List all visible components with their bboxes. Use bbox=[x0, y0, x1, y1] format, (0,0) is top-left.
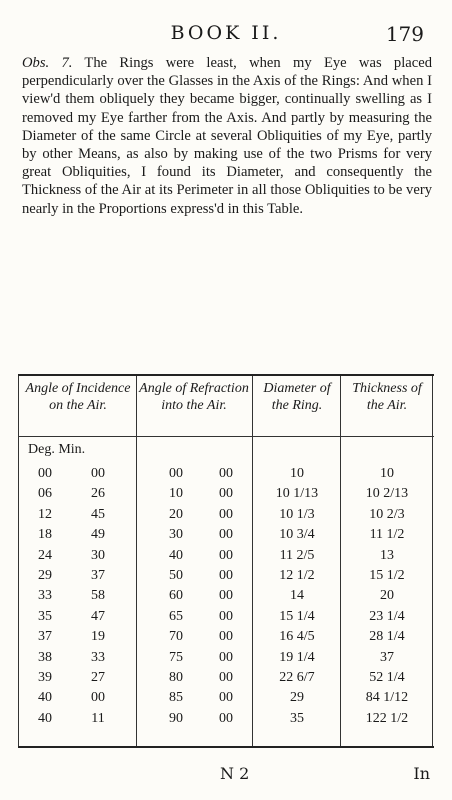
deg-min-subheader: Deg. Min. bbox=[28, 442, 86, 457]
cell-ref-deg: 70 bbox=[169, 629, 183, 645]
cell-inc-min: 49 bbox=[91, 527, 105, 543]
table-row bbox=[18, 588, 434, 608]
cell-ref-deg: 85 bbox=[169, 690, 183, 706]
cell-thickness: 10 bbox=[380, 466, 394, 481]
cell-inc-deg: 37 bbox=[38, 629, 52, 645]
table-row bbox=[18, 711, 434, 731]
header-rule bbox=[18, 436, 434, 437]
cell-ref-min: 00 bbox=[219, 506, 233, 522]
cell-diameter: 19 1/4 bbox=[279, 649, 315, 665]
cell-inc-deg: 39 bbox=[38, 669, 52, 685]
cell-inc-min: 45 bbox=[91, 506, 105, 522]
cell-thickness: 15 1/2 bbox=[369, 567, 405, 583]
cell-inc-min: 19 bbox=[91, 629, 105, 645]
page-number: 179 bbox=[385, 22, 424, 46]
cell-inc-min: 11 bbox=[91, 710, 105, 726]
table-body bbox=[18, 466, 434, 731]
cell-diameter: 10 1/13 bbox=[275, 486, 319, 502]
table-row bbox=[18, 690, 434, 710]
table-row bbox=[18, 507, 434, 527]
cell-thickness: 13 bbox=[380, 547, 394, 563]
cell-thickness: 84 1/12 bbox=[365, 690, 409, 706]
cell-inc-min: 37 bbox=[91, 567, 105, 583]
data-table bbox=[18, 374, 434, 748]
cell-ref-min: 00 bbox=[219, 608, 233, 624]
observation-paragraph bbox=[22, 54, 432, 218]
cell-ref-min: 00 bbox=[219, 588, 233, 604]
cell-ref-min: 00 bbox=[219, 669, 233, 685]
cell-inc-deg: 40 bbox=[38, 710, 52, 726]
cell-thickness: 11 1/2 bbox=[369, 527, 405, 543]
cell-thickness: 122 1/2 bbox=[365, 710, 409, 726]
header-refraction: Angle of Refraction into the Air. bbox=[139, 381, 249, 413]
cell-diameter: 22 6/7 bbox=[279, 669, 315, 685]
cell-inc-deg: 33 bbox=[38, 588, 52, 604]
cell-thickness: 28 1/4 bbox=[369, 629, 405, 645]
cell-ref-min: 00 bbox=[219, 527, 233, 543]
cell-ref-deg: 50 bbox=[169, 567, 183, 583]
cell-ref-deg: 10 bbox=[169, 486, 183, 502]
page-footer bbox=[0, 764, 452, 788]
cell-ref-deg: 30 bbox=[169, 527, 183, 543]
cell-ref-deg: 80 bbox=[169, 669, 183, 685]
cell-diameter: 15 1/4 bbox=[279, 608, 315, 624]
cell-inc-min: 27 bbox=[91, 669, 105, 685]
cell-inc-min: 30 bbox=[91, 547, 105, 563]
cell-ref-min: 00 bbox=[219, 690, 233, 706]
observation-text: The Rings were least, when my Eye was placed perpendicularly over the Glasses in the Axis of the Rings: And when I view'd them obliquely they became bigger, continually swelling as I removed my Eye farther from the Axis. And partly by measuring the Diameter of the same Circle at several Obliquities of my Eye, partly by other Means, as also by making use of the two Prisms for very great Obliquities, I found its Diameter, and consequently the Thickness of the Air at its Perimeter in all those Obliquities to be very nearly in the Proportions express'd in this Table. bbox=[22, 55, 432, 217]
cell-inc-deg: 00 bbox=[38, 466, 52, 481]
cell-diameter: 10 1/3 bbox=[279, 506, 315, 522]
cell-ref-deg: 40 bbox=[169, 547, 183, 563]
cell-inc-deg: 06 bbox=[38, 486, 52, 502]
table-row bbox=[18, 527, 434, 547]
observation-label: Obs. 7. bbox=[22, 55, 73, 71]
cell-inc-min: 26 bbox=[91, 486, 105, 502]
cell-inc-deg: 40 bbox=[38, 690, 52, 706]
header-thickness: Thickness of the Air. bbox=[352, 381, 422, 413]
cell-thickness: 10 2/13 bbox=[365, 486, 409, 502]
page-header bbox=[0, 22, 452, 48]
cell-inc-deg: 38 bbox=[38, 649, 52, 665]
cell-ref-deg: 00 bbox=[169, 466, 183, 481]
cell-ref-min: 00 bbox=[219, 649, 233, 665]
cell-thickness: 20 bbox=[380, 588, 394, 604]
cell-diameter: 29 bbox=[290, 690, 304, 706]
cell-diameter: 10 3/4 bbox=[279, 527, 315, 543]
cell-ref-min: 00 bbox=[219, 486, 233, 502]
cell-ref-min: 00 bbox=[219, 547, 233, 563]
table-row bbox=[18, 650, 434, 670]
table-row bbox=[18, 629, 434, 649]
running-head: BOOK II. bbox=[170, 22, 282, 44]
cell-thickness: 52 1/4 bbox=[369, 669, 405, 685]
cell-diameter: 35 bbox=[290, 710, 304, 726]
cell-inc-deg: 12 bbox=[38, 506, 52, 522]
catchword: In bbox=[413, 764, 430, 783]
cell-ref-deg: 75 bbox=[169, 649, 183, 665]
cell-ref-deg: 60 bbox=[169, 588, 183, 604]
cell-inc-deg: 29 bbox=[38, 567, 52, 583]
cell-ref-min: 00 bbox=[219, 567, 233, 583]
cell-inc-min: 47 bbox=[91, 608, 105, 624]
cell-ref-min: 00 bbox=[219, 629, 233, 645]
cell-diameter: 16 4/5 bbox=[279, 629, 315, 645]
table-row bbox=[18, 670, 434, 690]
cell-ref-min: 00 bbox=[219, 466, 233, 481]
cell-thickness: 10 2/3 bbox=[369, 506, 405, 522]
cell-inc-deg: 18 bbox=[38, 527, 52, 543]
cell-diameter: 10 bbox=[290, 466, 304, 481]
cell-diameter: 12 1/2 bbox=[279, 567, 315, 583]
cell-inc-min: 00 bbox=[91, 690, 105, 706]
cell-ref-deg: 20 bbox=[169, 506, 183, 522]
cell-inc-min: 00 bbox=[91, 466, 105, 481]
cell-inc-min: 58 bbox=[91, 588, 105, 604]
signature-mark: N 2 bbox=[220, 764, 250, 783]
cell-inc-min: 33 bbox=[91, 649, 105, 665]
header-diameter: Diameter of the Ring. bbox=[263, 381, 331, 413]
table-row bbox=[18, 486, 434, 506]
table-row bbox=[18, 609, 434, 629]
cell-diameter: 14 bbox=[290, 588, 304, 604]
cell-thickness: 37 bbox=[380, 649, 394, 665]
cell-thickness: 23 1/4 bbox=[369, 608, 405, 624]
cell-inc-deg: 24 bbox=[38, 547, 52, 563]
table-row bbox=[18, 548, 434, 568]
table-row bbox=[18, 568, 434, 588]
cell-ref-deg: 65 bbox=[169, 608, 183, 624]
header-incidence: Angle of Incidence on the Air. bbox=[25, 381, 131, 413]
cell-diameter: 11 2/5 bbox=[279, 547, 315, 563]
cell-ref-deg: 90 bbox=[169, 710, 183, 726]
cell-inc-deg: 35 bbox=[38, 608, 52, 624]
cell-ref-min: 00 bbox=[219, 710, 233, 726]
table-row bbox=[18, 466, 434, 486]
